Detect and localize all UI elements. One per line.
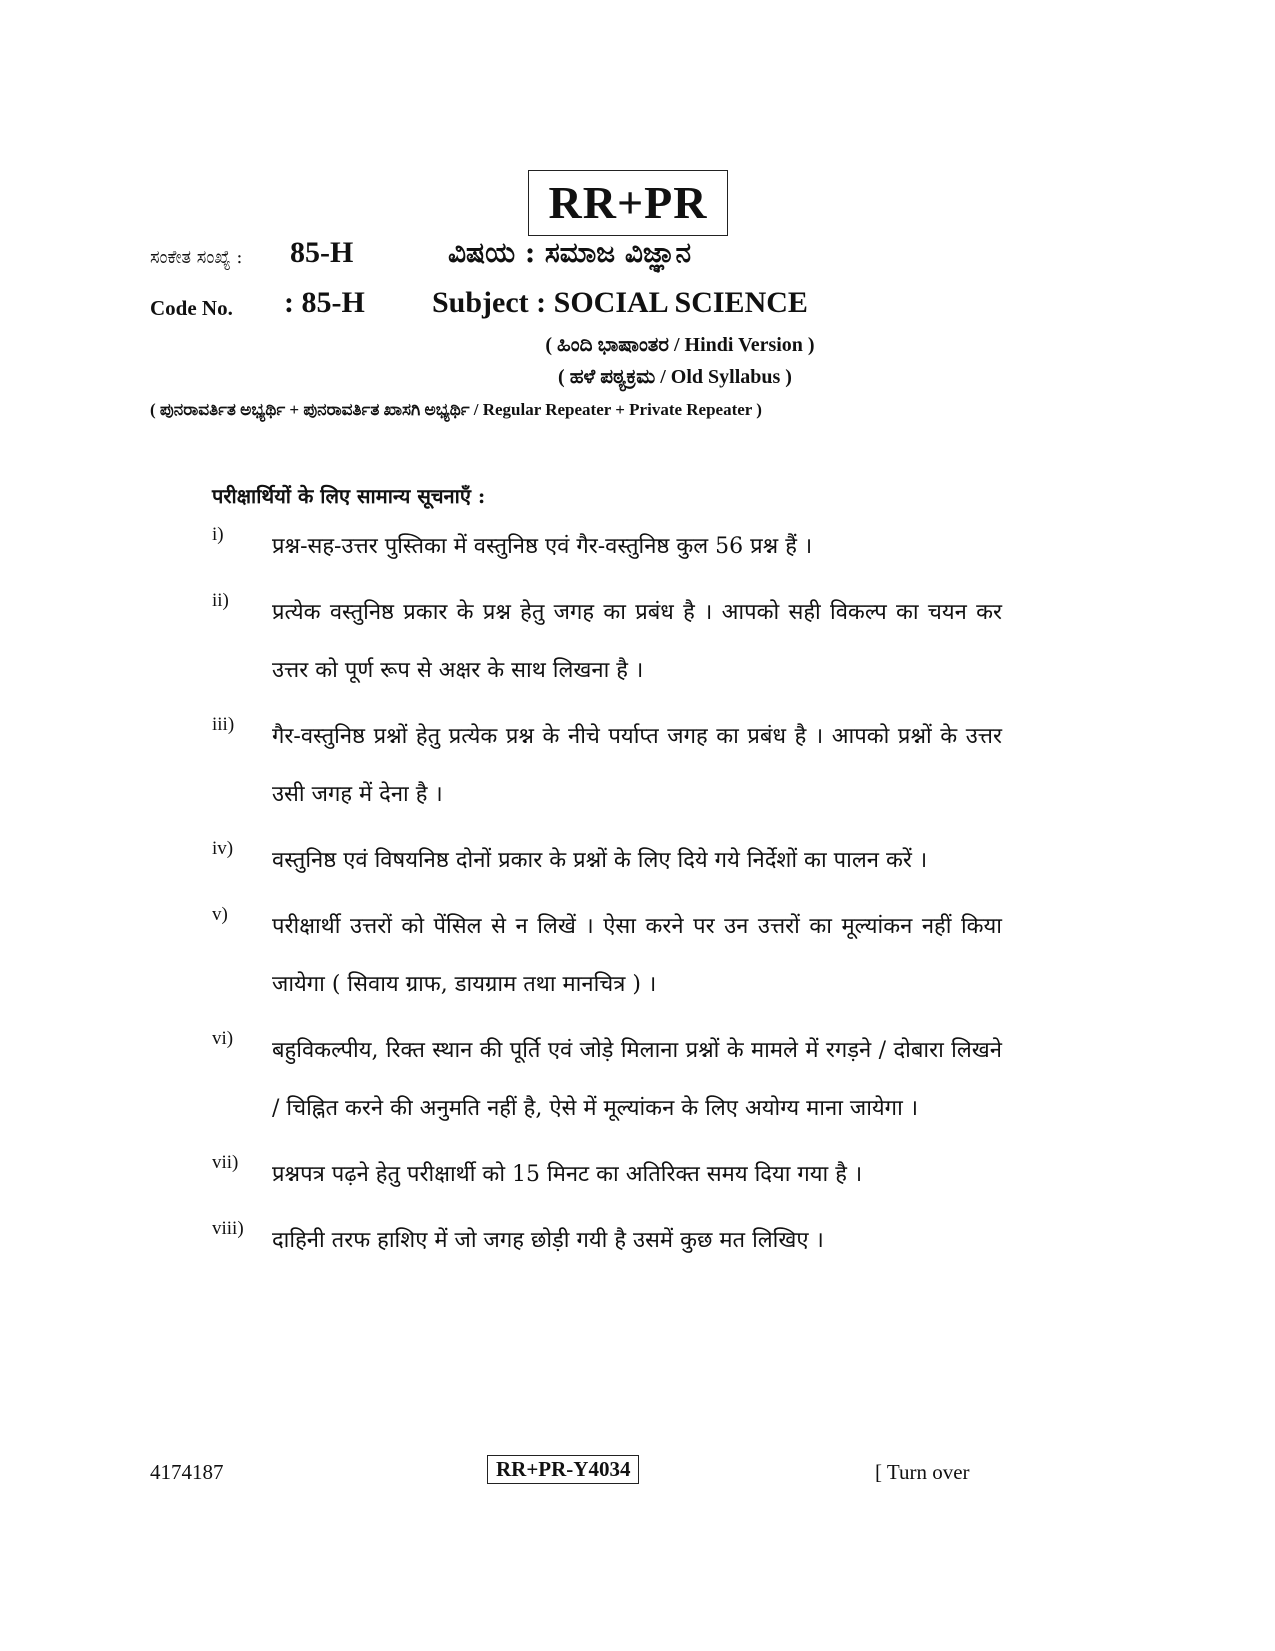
instruction-number: vii) — [212, 1152, 239, 1173]
exam-type-box: RR+PR — [528, 170, 728, 236]
instruction-text: गैर-वस्तुनिष्ठ प्रश्नों हेतु प्रत्येक प्रश्न के नीचे पर्याप्त जगह का प्रबंध है । आपको प्रश्नों के उत्तर उसी जगह में देना है । — [272, 724, 1002, 807]
instruction-number: ii) — [212, 590, 229, 611]
syllabus-line: ( ಹಳೆ ಪಠ್ಯಕ್ರಮ / Old Syllabus ) — [558, 366, 792, 388]
instruction-text: बहुविकल्पीय, रिक्त स्थान की पूर्ति एवं जोड़े मिलाना प्रश्नों के मामले में रगड़ने / दोबारा लिखने / चिह्नित करने की अनुमति नहीं है, ऐसे में मूल्यांकन के लिए अयोग्य माना जायेगा । — [272, 1038, 1002, 1121]
code-value: : 85-H — [284, 286, 365, 319]
paper-code-box: RR+PR-Y4034 — [487, 1455, 639, 1484]
instruction-text: वस्तुनिष्ठ एवं विषयनिष्ठ दोनों प्रकार के प्रश्नों के लिए दिये गये निर्देशों का पालन करें । — [272, 848, 928, 873]
instruction-text: प्रश्न-सह-उत्तर पुस्तिका में वस्तुनिष्ठ एवं गैर-वस्तुनिष्ठ कुल 56 प्रश्न हैं । — [272, 534, 813, 559]
code-label: Code No. — [150, 296, 233, 320]
instructions-list — [212, 524, 1002, 1292]
turn-over-note: [ Turn over — [875, 1460, 970, 1484]
instruction-text: प्रश्नपत्र पढ़ने हेतु परीक्षार्थी को 15 मिनट का अतिरिक्त समय दिया गया है । — [272, 1162, 863, 1187]
instruction-number: i) — [212, 524, 224, 545]
version-line: ( ಹಿಂದಿ ಭಾಷಾಂತರ / Hindi Version ) — [545, 334, 815, 356]
kannada-code-value: 85-H — [290, 236, 354, 269]
instruction-text: दाहिनी तरफ हाशिए में जो जगह छोड़ी गयी है उसमें कुछ मत लिखिए । — [272, 1228, 824, 1253]
subject-title: Subject : SOCIAL SCIENCE — [432, 286, 808, 319]
kannada-code-label: ಸಂಕೇತ ಸಂಖ್ಯೆ : — [150, 247, 243, 268]
instruction-item — [212, 1146, 1002, 1204]
instruction-text: प्रत्येक वस्तुनिष्ठ प्रकार के प्रश्न हेतु जगह का प्रबंध है । आपको सही विकल्प का चयन कर उत्तर को पूर्ण रूप से अक्षर के साथ लिखना है । — [272, 600, 1002, 683]
instruction-number: iv) — [212, 838, 234, 859]
kannada-subject: ವಿಷಯ : ಸಮಾಜ ವಿಜ್ಞಾನ — [448, 236, 692, 269]
instruction-number: viii) — [212, 1218, 244, 1239]
instruction-item — [212, 898, 1002, 1014]
candidate-category: ( ಪುನರಾವರ್ತಿತ ಅಭ್ಯರ್ಥಿ + ಪುನರಾವರ್ತಿತ ಖಾಸಗಿ ಅಭ್ಯರ್ಥಿ / Regular Repeater + Private Repeater ) — [150, 400, 762, 419]
instruction-item — [212, 708, 1002, 824]
instruction-item — [212, 584, 1002, 700]
instruction-number: iii) — [212, 714, 235, 735]
instruction-item — [212, 1212, 1002, 1270]
instruction-item — [212, 832, 1002, 890]
instruction-number: v) — [212, 904, 228, 925]
instruction-text: परीक्षार्थी उत्तरों को पेंसिल से न लिखें । ऐसा करने पर उन उत्तरों का मूल्यांकन नहीं किया जायेगा ( सिवाय ग्राफ, डायग्राम तथा मानचित्र ) । — [272, 914, 1002, 997]
serial-number: 4174187 — [150, 1460, 224, 1484]
instruction-item — [212, 518, 1002, 576]
instructions-heading: परीक्षार्थियों के लिए सामान्य सूचनाएँ : — [212, 484, 486, 508]
instruction-number: vi) — [212, 1028, 234, 1049]
instruction-item — [212, 1022, 1002, 1138]
